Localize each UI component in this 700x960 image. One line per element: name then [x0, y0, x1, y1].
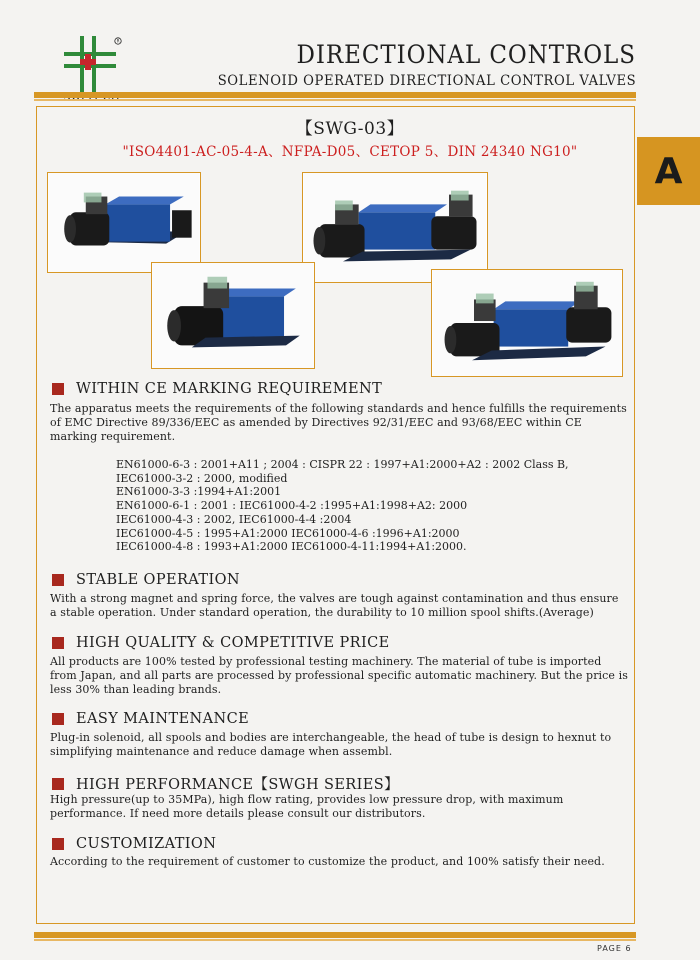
- section-quality-heading: [52, 635, 390, 651]
- section-performance-body: High pressure(up to 35MPa), high flow rating, provides low pressure drop, with maximum performance. If need more details please consult our distributors.: [50, 793, 564, 820]
- bullet-square-icon: [52, 637, 64, 649]
- section-maintenance-title: EASY MAINTENANCE: [76, 711, 250, 727]
- section-ce-title: WITHIN CE MARKING REQUIREMENT: [76, 381, 383, 397]
- solenoid-valve-icon: [303, 173, 487, 282]
- section-custom-heading: [52, 836, 216, 852]
- section-custom-title: CUSTOMIZATION: [76, 836, 217, 852]
- page-subtitle: SOLENOID OPERATED DIRECTIONAL CONTROL VALVES: [217, 73, 636, 89]
- section-stable-body: With a strong magnet and spring force, the valves are tough against contamination and thus ensure a stable operation. Under standard operation, the durability to 10 million spool shifts.(Average): [50, 592, 619, 619]
- footer-divider: [34, 932, 636, 938]
- section-quality-title: HIGH QUALITY & COMPETITIVE PRICE: [76, 635, 390, 651]
- header-divider-thin: [34, 99, 636, 101]
- solenoid-valve-icon: [152, 263, 314, 368]
- norm-line: IEC61000-4-3 : 2002, IEC61000-4-4 :2004: [116, 512, 352, 526]
- footer-divider-thin: [34, 939, 636, 941]
- section-stable-heading: [52, 572, 240, 588]
- bullet-square-icon: [52, 713, 64, 725]
- norm-line: EN61000-3-3 :1994+A1:2001: [116, 485, 282, 499]
- norm-line: EN61000-6-1 : 2001 : IEC61000-4-2 :1995+A1:1998+A2: 2000: [116, 499, 468, 513]
- product-photo-3: [302, 172, 488, 283]
- section-ce-body: The apparatus meets the requirements of the following standards and hence fulfills the requirements of EMC Directive 89/336/EEC as amended by Directives 92/31/EEC and 93/68/EEC within CE marking requirement.: [50, 402, 627, 443]
- header-divider: [34, 92, 636, 98]
- product-photo-2: [151, 262, 315, 369]
- section-maintenance-heading: [52, 711, 249, 727]
- product-photo-4: [431, 269, 623, 377]
- model-name: 【SWG-03】: [295, 119, 405, 139]
- section-performance-heading: [52, 773, 399, 794]
- section-ce-heading: [52, 381, 382, 397]
- product-photo-1: [47, 172, 201, 273]
- svg-text:R: R: [116, 38, 120, 44]
- model-standards: "ISO4401-AC-05-4-A、NFPA-D05、CETOP 5、DIN 24340 NG10": [122, 144, 578, 160]
- page-number: PAGE 6: [597, 944, 632, 953]
- section-quality-body: All products are 100% tested by professional testing machinery. The material of tube is imported from Japan, and all parts are processed by professional specific automatic machinery. But the price is less 30% than leading brands.: [50, 655, 628, 696]
- solenoid-valve-icon: [432, 270, 622, 376]
- norm-line: IEC61000-4-8 : 1993+A1:2000 IEC61000-4-11:1994+A1:2000.: [116, 540, 467, 554]
- section-performance-title: HIGH PERFORMANCE【SWGH SERIES】: [76, 777, 399, 793]
- section-tab-label: A: [654, 150, 683, 192]
- section-maintenance-body: Plug-in solenoid, all spools and bodies are interchangeable, the head of tube is design to hexnut to simplifying maintenance and reduce damage when assembl.: [50, 731, 612, 758]
- bullet-square-icon: [52, 383, 64, 395]
- norm-line: EN61000-6-3 : 2001+A11 ; 2004 : CISPR 22 : 1997+A1:2000+A2 : 2002 Class B,: [116, 458, 569, 471]
- bullet-square-icon: [52, 778, 64, 790]
- bullet-square-icon: [52, 838, 64, 850]
- solenoid-valve-icon: [48, 173, 200, 272]
- bullet-square-icon: [52, 574, 64, 586]
- section-stable-title: STABLE OPERATION: [76, 572, 240, 588]
- page-title: DIRECTIONAL CONTROLS: [296, 40, 636, 69]
- section-custom-body: According to the requirement of customer to customize the product, and 100% satisfy their need.: [50, 855, 605, 868]
- ce-norms-list: [116, 458, 616, 554]
- norm-line: IEC61000-4-5 : 1995+A1:2000 IEC61000-4-6 :1996+A1:2000: [116, 526, 460, 540]
- norm-line: IEC61000-3-2 : 2000, modified: [116, 471, 288, 485]
